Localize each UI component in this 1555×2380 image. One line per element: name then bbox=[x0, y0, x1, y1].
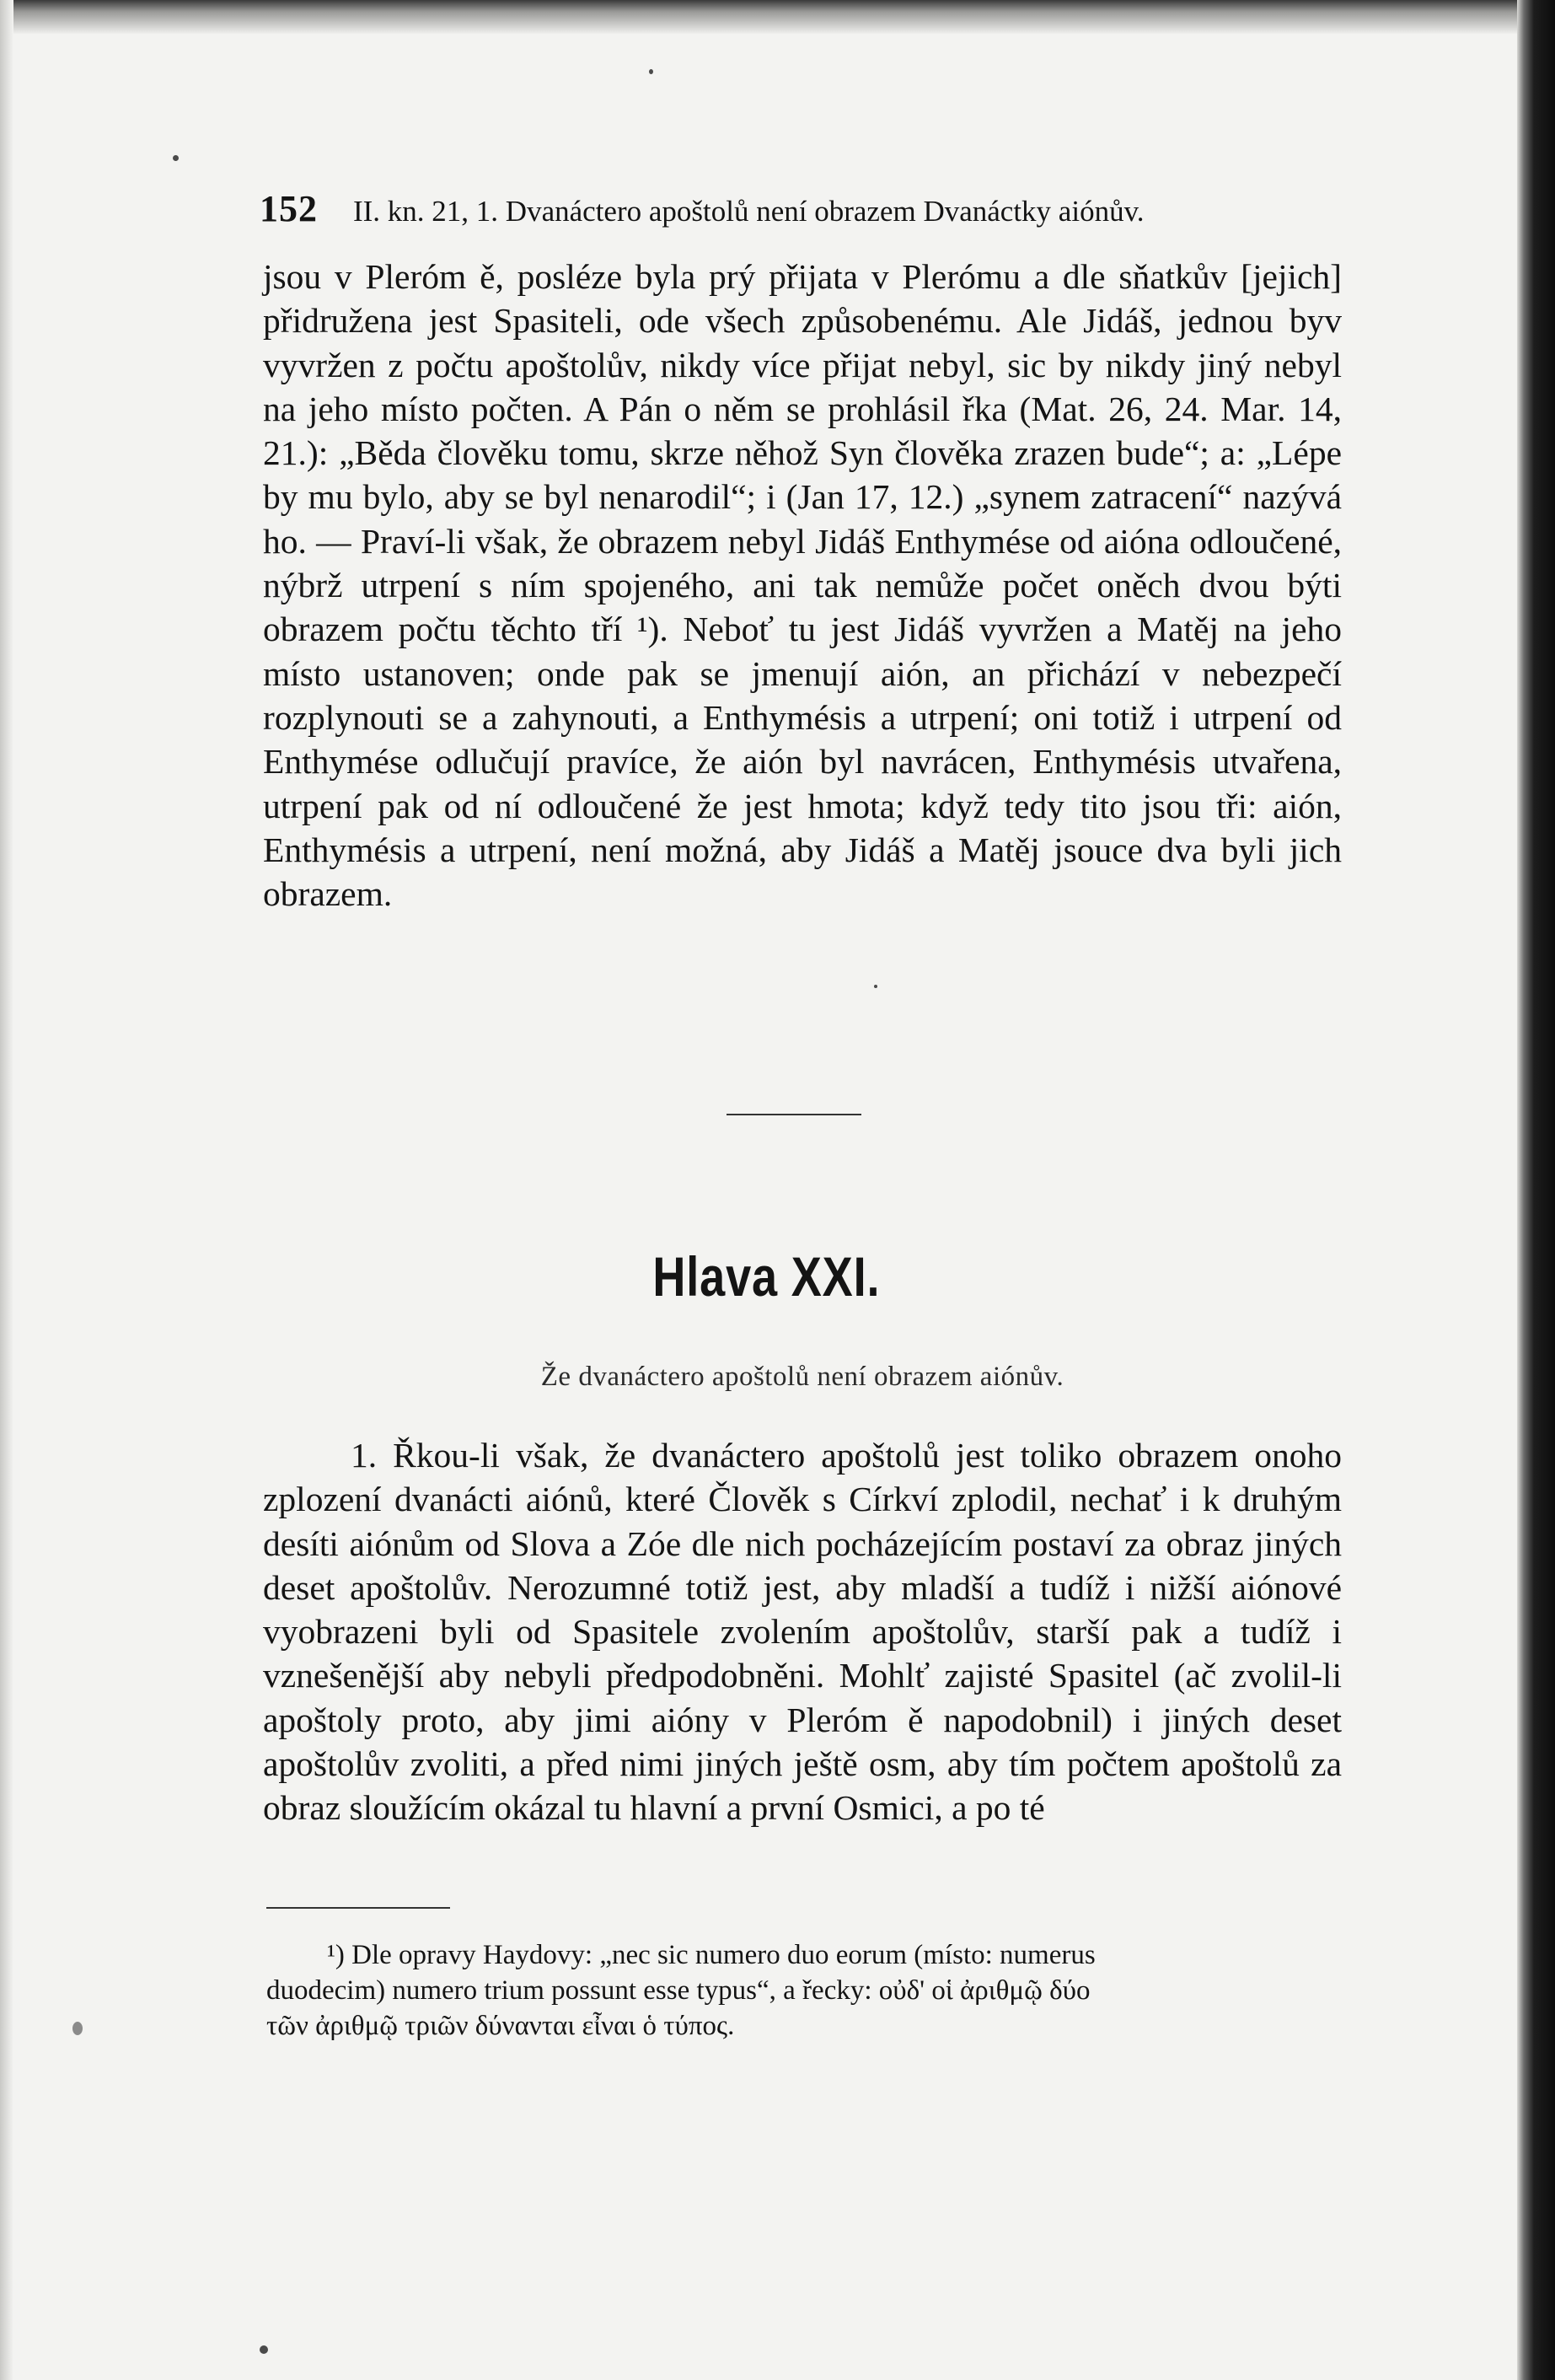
scan-speck bbox=[649, 69, 653, 74]
chapter-title: Hlava XXI. bbox=[652, 1245, 881, 1308]
section-divider bbox=[727, 1114, 861, 1115]
paragraph-1: 1. Řkou-li však, že dvanáctero apoštolů jest toliko obrazem onoho zplození dvanácti aiónů, které Člověk s Církví zplodil, nechať i k druhým desíti aiónům od Slova a Zóe dle nich pocházejícím postaví za obraz jiných deset apoštolův. Nerozumné totiž jest, aby mladší a tudíž i nižší aiónové vyobrazeni byli od Spasitele zvolením apoštolův, starší pak a tudíž i vznešenější aby nebyli předpodobněni. Mohlť zajisté Spasitel (ač zvolil-li apoštoly proto, aby jimi aióny v Pleróm ě napodobnil) i jiných deset apoštolův zvoliti, a před nimi jiných ještě osm, aby tím počtem apoštolů za obraz sloužícím okázal tu hlavní a první Osmici, a po té bbox=[263, 1436, 1342, 1828]
footnote-rule bbox=[266, 1907, 450, 1909]
page-number: 152 bbox=[260, 188, 318, 229]
scan-speck bbox=[874, 985, 877, 988]
paragraph-continued: jsou v Pleróm ě, posléze byla prý přijata v Plerómu a dle sňatkův [jejich] přidružena jest Spasiteli, ode všech způsobenému. Ale Jidáš, jednou byv vyvržen z počtu apoštolův, nikdy více přijat nebyl, sic by nikdy jiný nebyl na jeho místo počten. A Pán o něm se prohlásil řka (Mat. 26, 24. Mar. 14, 21.): „Běda člověku tomu, skrze něhož Syn člověka zrazen bude“; a: „Lépe by mu bylo, aby se byl nenarodil“; i (Jan 17, 12.) „synem zatracení“ nazývá ho. — Praví-li však, že obrazem nebyl Jidáš Enthymése od aióna odloučené, nýbrž utrpení s ním spojeného, ani tak nemůže počet oněch dvou býti obrazem počtu těchto tří ¹). Neboť tu jest Jidáš vyvržen a Matěj na jeho místo ustanoven; onde pak se jmenují aión, an přichází v nebezpečí rozplynouti se a zahynouti, a Enthymésis a utrpení; oni totiž i utrpení od Enthymése odlučují pravíce, že aión byl navrácen, Enthymésis utvařena, utrpení pak od ní odloučené že jest hmota; když tedy tito jsou tři: aión, Enthymésis a utrpení, není možná, aby Jidáš a Matěj jsouce dva byli jich obrazem. bbox=[263, 257, 1342, 914]
scan-speck bbox=[173, 155, 179, 161]
running-title: II. kn. 21, 1. Dvanáctero apoštolů není obrazem Dvanáctky aiónův. bbox=[353, 195, 1145, 228]
chapter-subtitle: Že dvanáctero apoštolů není obrazem aiónův. bbox=[540, 1362, 1064, 1392]
footnote bbox=[266, 1937, 1338, 2044]
scan-edge-right bbox=[1517, 0, 1555, 2380]
scan-speck bbox=[72, 2022, 83, 2035]
footnote-line: duodecim) numero trium possunt esse typus“, a řecky: οὐδ' οἱ ἀριθμῷ δύο bbox=[266, 1975, 1091, 2006]
footnote-line: ¹) Dle opravy Haydovy: „nec sic numero duo eorum (místo: numerus bbox=[327, 1940, 1096, 1970]
footnote-line: τῶν ἀριθμῷ τριῶν δύνανται εἶναι ὁ τύπος. bbox=[266, 2011, 735, 2041]
running-header bbox=[260, 187, 1338, 230]
scan-edge-top bbox=[0, 0, 1517, 34]
scan-speck bbox=[260, 2345, 268, 2354]
scan-edge-left bbox=[0, 0, 13, 2380]
